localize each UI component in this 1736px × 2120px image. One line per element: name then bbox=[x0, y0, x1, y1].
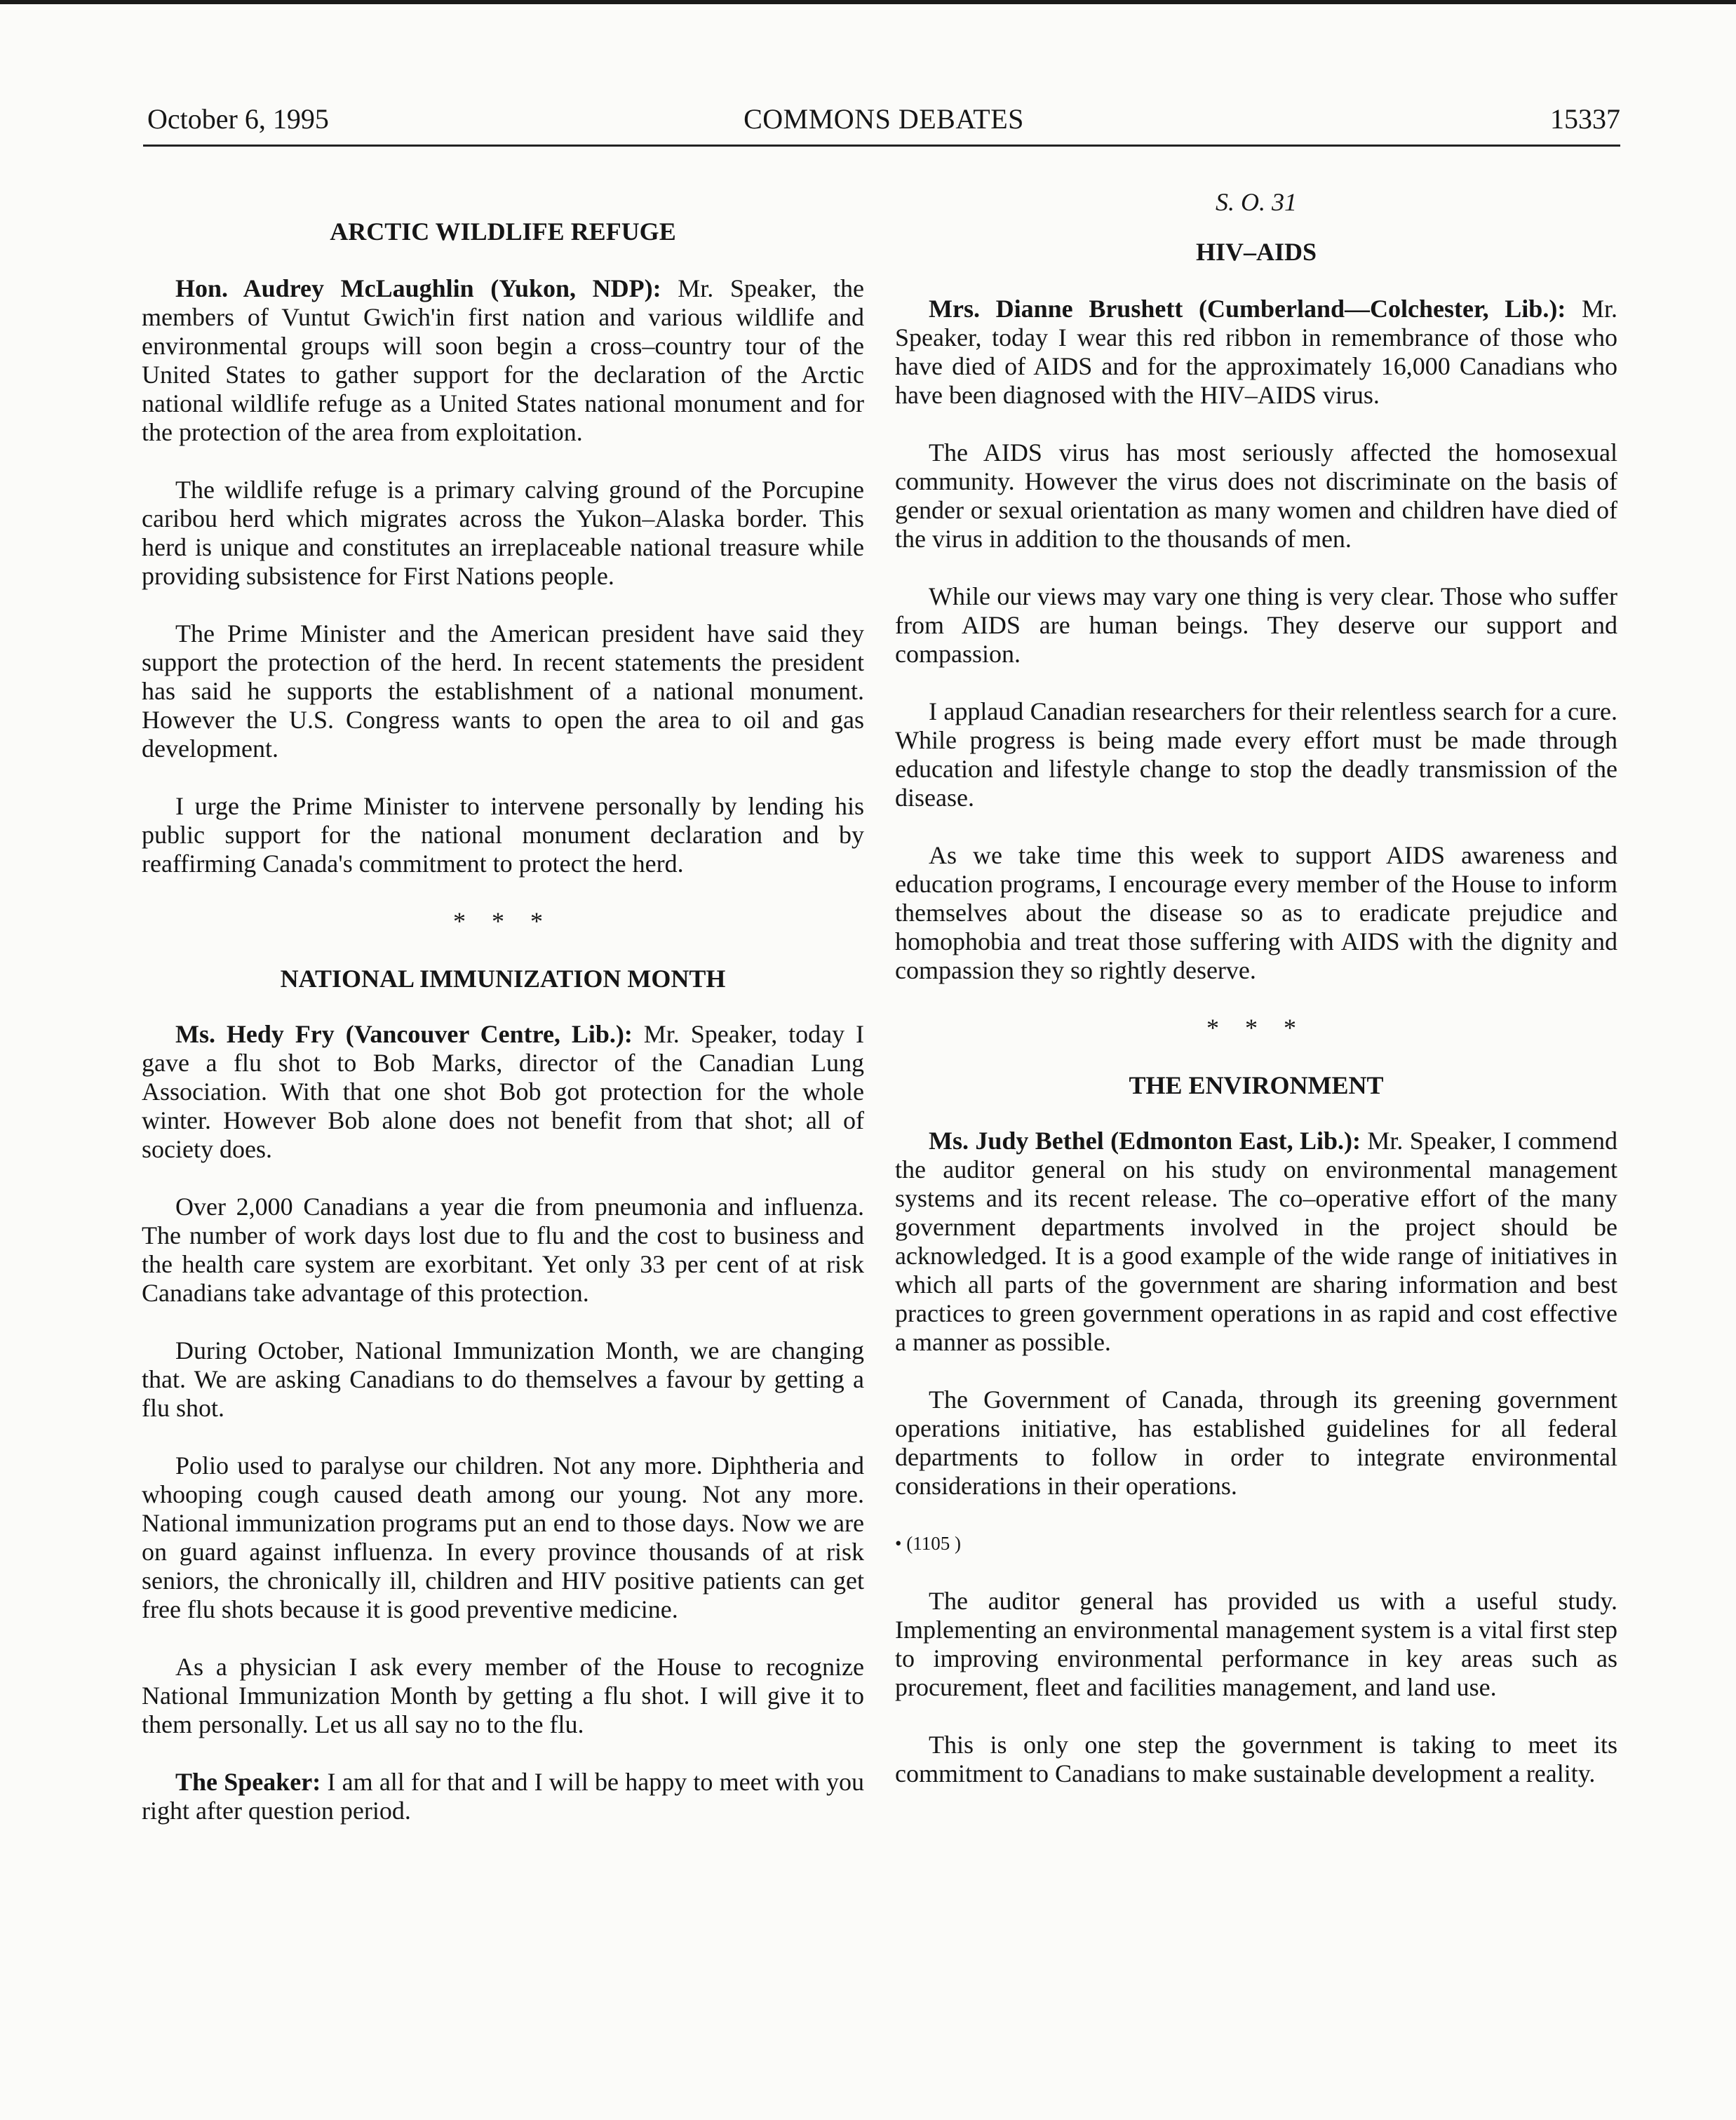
statement-paragraph: Mrs. Dianne Brushett (Cumberland—Colchester, Lib.): Mr. Speaker, today I wear this red ribbon in remembrance of those who have died of AIDS and for the approximately 16,000 Canadians who have been diagnosed with the HIV–AIDS virus. bbox=[895, 295, 1617, 409]
statement-paragraph: The auditor general has provided us with a useful study. Implementing an environmental management system is a vital first step to improving environmental performance in key areas such as procurement, fleet and facilities management, and land use. bbox=[895, 1587, 1617, 1701]
speaker-name: Ms. Hedy Fry (Vancouver Centre, Lib.): bbox=[175, 1020, 633, 1048]
statement-paragraph: Ms. Hedy Fry (Vancouver Centre, Lib.): Mr. Speaker, today I gave a flu shot to Bob Marks, director of the Canadian Lung Association. With that one shot Bob got protection for the whole winter. However Bob alone does not benefit from that shot; all of society does. bbox=[142, 1020, 865, 1163]
header-date: October 6, 1995 bbox=[147, 103, 329, 135]
left-column bbox=[142, 168, 864, 1825]
speaker-name: Ms. Judy Bethel (Edmonton East, Lib.): bbox=[929, 1127, 1361, 1155]
standing-order-label: S. O. 31 bbox=[1216, 188, 1297, 216]
section-heading-arctic-wildlife-refuge: ARCTIC WILDLIFE REFUGE bbox=[330, 217, 676, 246]
section-heading-hiv-aids: HIV–AIDS bbox=[1195, 238, 1317, 266]
header-rule bbox=[143, 145, 1620, 147]
statement-paragraph: Polio used to paralyse our children. Not any more. Diphtheria and whooping cough caused death among our young. Not any more. National immunization programs put an end to those days. Now we are on guard against influenza. In every province thousands of at risk seniors, the chronically ill, children and HIV positive patients can get free flu shots because it is good preventive medicine. bbox=[142, 1451, 864, 1623]
section-heading-the-environment: THE ENVIRONMENT bbox=[1129, 1071, 1384, 1099]
statement-paragraph: The Speaker: I am all for that and I will be happy to meet with you right after question period. bbox=[142, 1768, 865, 1825]
statement-paragraph: While our views may vary one thing is very clear. Those who suffer from AIDS are human beings. They deserve our support and compassion. bbox=[895, 582, 1617, 668]
speaker-name: The Speaker: bbox=[175, 1768, 321, 1796]
header-page-number: 15337 bbox=[1550, 103, 1620, 135]
page-header bbox=[147, 102, 1620, 139]
statement-paragraph: During October, National Immunization Month, we are changing that. We are asking Canadians to do themselves a favour by getting a flu shot. bbox=[142, 1336, 864, 1422]
statement-paragraph: The Prime Minister and the American president have said they support the protection of the herd. In recent statements the president has said he supports the establishment of a national monument. However the U.S. Congress wants to open the area to oil and gas development. bbox=[142, 619, 864, 763]
speaker-name: Hon. Audrey McLaughlin (Yukon, NDP): bbox=[175, 274, 661, 302]
statement-paragraph: Over 2,000 Canadians a year die from pneumonia and influenza. The number of work days lost due to flu and the cost to business and the health care system are exorbitant. Yet only 33 per cent of at risk Canadians take advantage of this protection. bbox=[142, 1193, 864, 1307]
statement-paragraph: As a physician I ask every member of the House to recognize National Immunization Month by getting a flu shot. I will give it to them personally. Let us all say no to the flu. bbox=[142, 1653, 864, 1738]
statement-paragraph: Hon. Audrey McLaughlin (Yukon, NDP): Mr. Speaker, the members of Vuntut Gwich'in first nation and various wildlife and environmental groups will soon begin a cross–country tour of the United States to gather support for the declaration of the Arctic national wildlife refuge as a United States national monument and for the protection of the area from exploitation. bbox=[142, 274, 864, 446]
statement-paragraph: I urge the Prime Minister to intervene personally by lending his public support for the national monument declaration and by reaffirming Canada's commitment to protect the herd. bbox=[142, 792, 864, 878]
statement-paragraph: Ms. Judy Bethel (Edmonton East, Lib.): Mr. Speaker, I commend the auditor general on his study on environmental management systems and its recent release. The co–operative effort of the many government departments involved in the project should be acknowledged. It is a good example of the wide range of initiatives in which all parts of the government are sharing information and best practices to green government operations in as rapid and cost effective a manner as possible. bbox=[895, 1127, 1618, 1356]
statement-paragraph: The wildlife refuge is a primary calving ground of the Porcupine caribou herd which migrates across the Yukon–Alaska border. This herd is unique and constitutes an irreplaceable national treasure while providing subsistence for First Nations people. bbox=[142, 476, 864, 590]
statement-paragraph: The AIDS virus has most seriously affected the homosexual community. However the virus does not discriminate on the basis of gender or sexual orientation as many women and children have died of the virus in addition to the thousands of men. bbox=[895, 438, 1617, 553]
section-heading-national-immunization-month: NATIONAL IMMUNIZATION MONTH bbox=[280, 965, 726, 993]
header-title: COMMONS DEBATES bbox=[743, 103, 1024, 135]
timestamp-marker: • (1105 ) bbox=[895, 1533, 961, 1554]
speaker-name: Mrs. Dianne Brushett (Cumberland—Colchester, Lib.): bbox=[929, 295, 1566, 323]
statement-paragraph: I applaud Canadian researchers for their relentless search for a cure. While progress is being made every effort must be made through education and lifestyle change to stop the deadly transmission of the disease. bbox=[895, 697, 1617, 812]
right-column bbox=[895, 168, 1617, 1788]
statement-paragraph: The Government of Canada, through its greening government operations initiative, has established guidelines for all federal departments to follow in order to integrate environmental considerations in their operations. bbox=[895, 1386, 1617, 1500]
statement-paragraph: As we take time this week to support AIDS awareness and education programs, I encourage every member of the House to inform themselves about the disease so as to eradicate prejudice and homophobia and treat those suffering with AIDS with the dignity and compassion they so rightly deserve. bbox=[895, 841, 1617, 984]
section-separator: * * * bbox=[453, 907, 553, 935]
scan-top-edge bbox=[0, 0, 1736, 4]
section-separator: * * * bbox=[1206, 1014, 1306, 1042]
statement-paragraph: This is only one step the government is taking to meet its commitment to Canadians to make sustainable development a reality. bbox=[895, 1731, 1617, 1787]
